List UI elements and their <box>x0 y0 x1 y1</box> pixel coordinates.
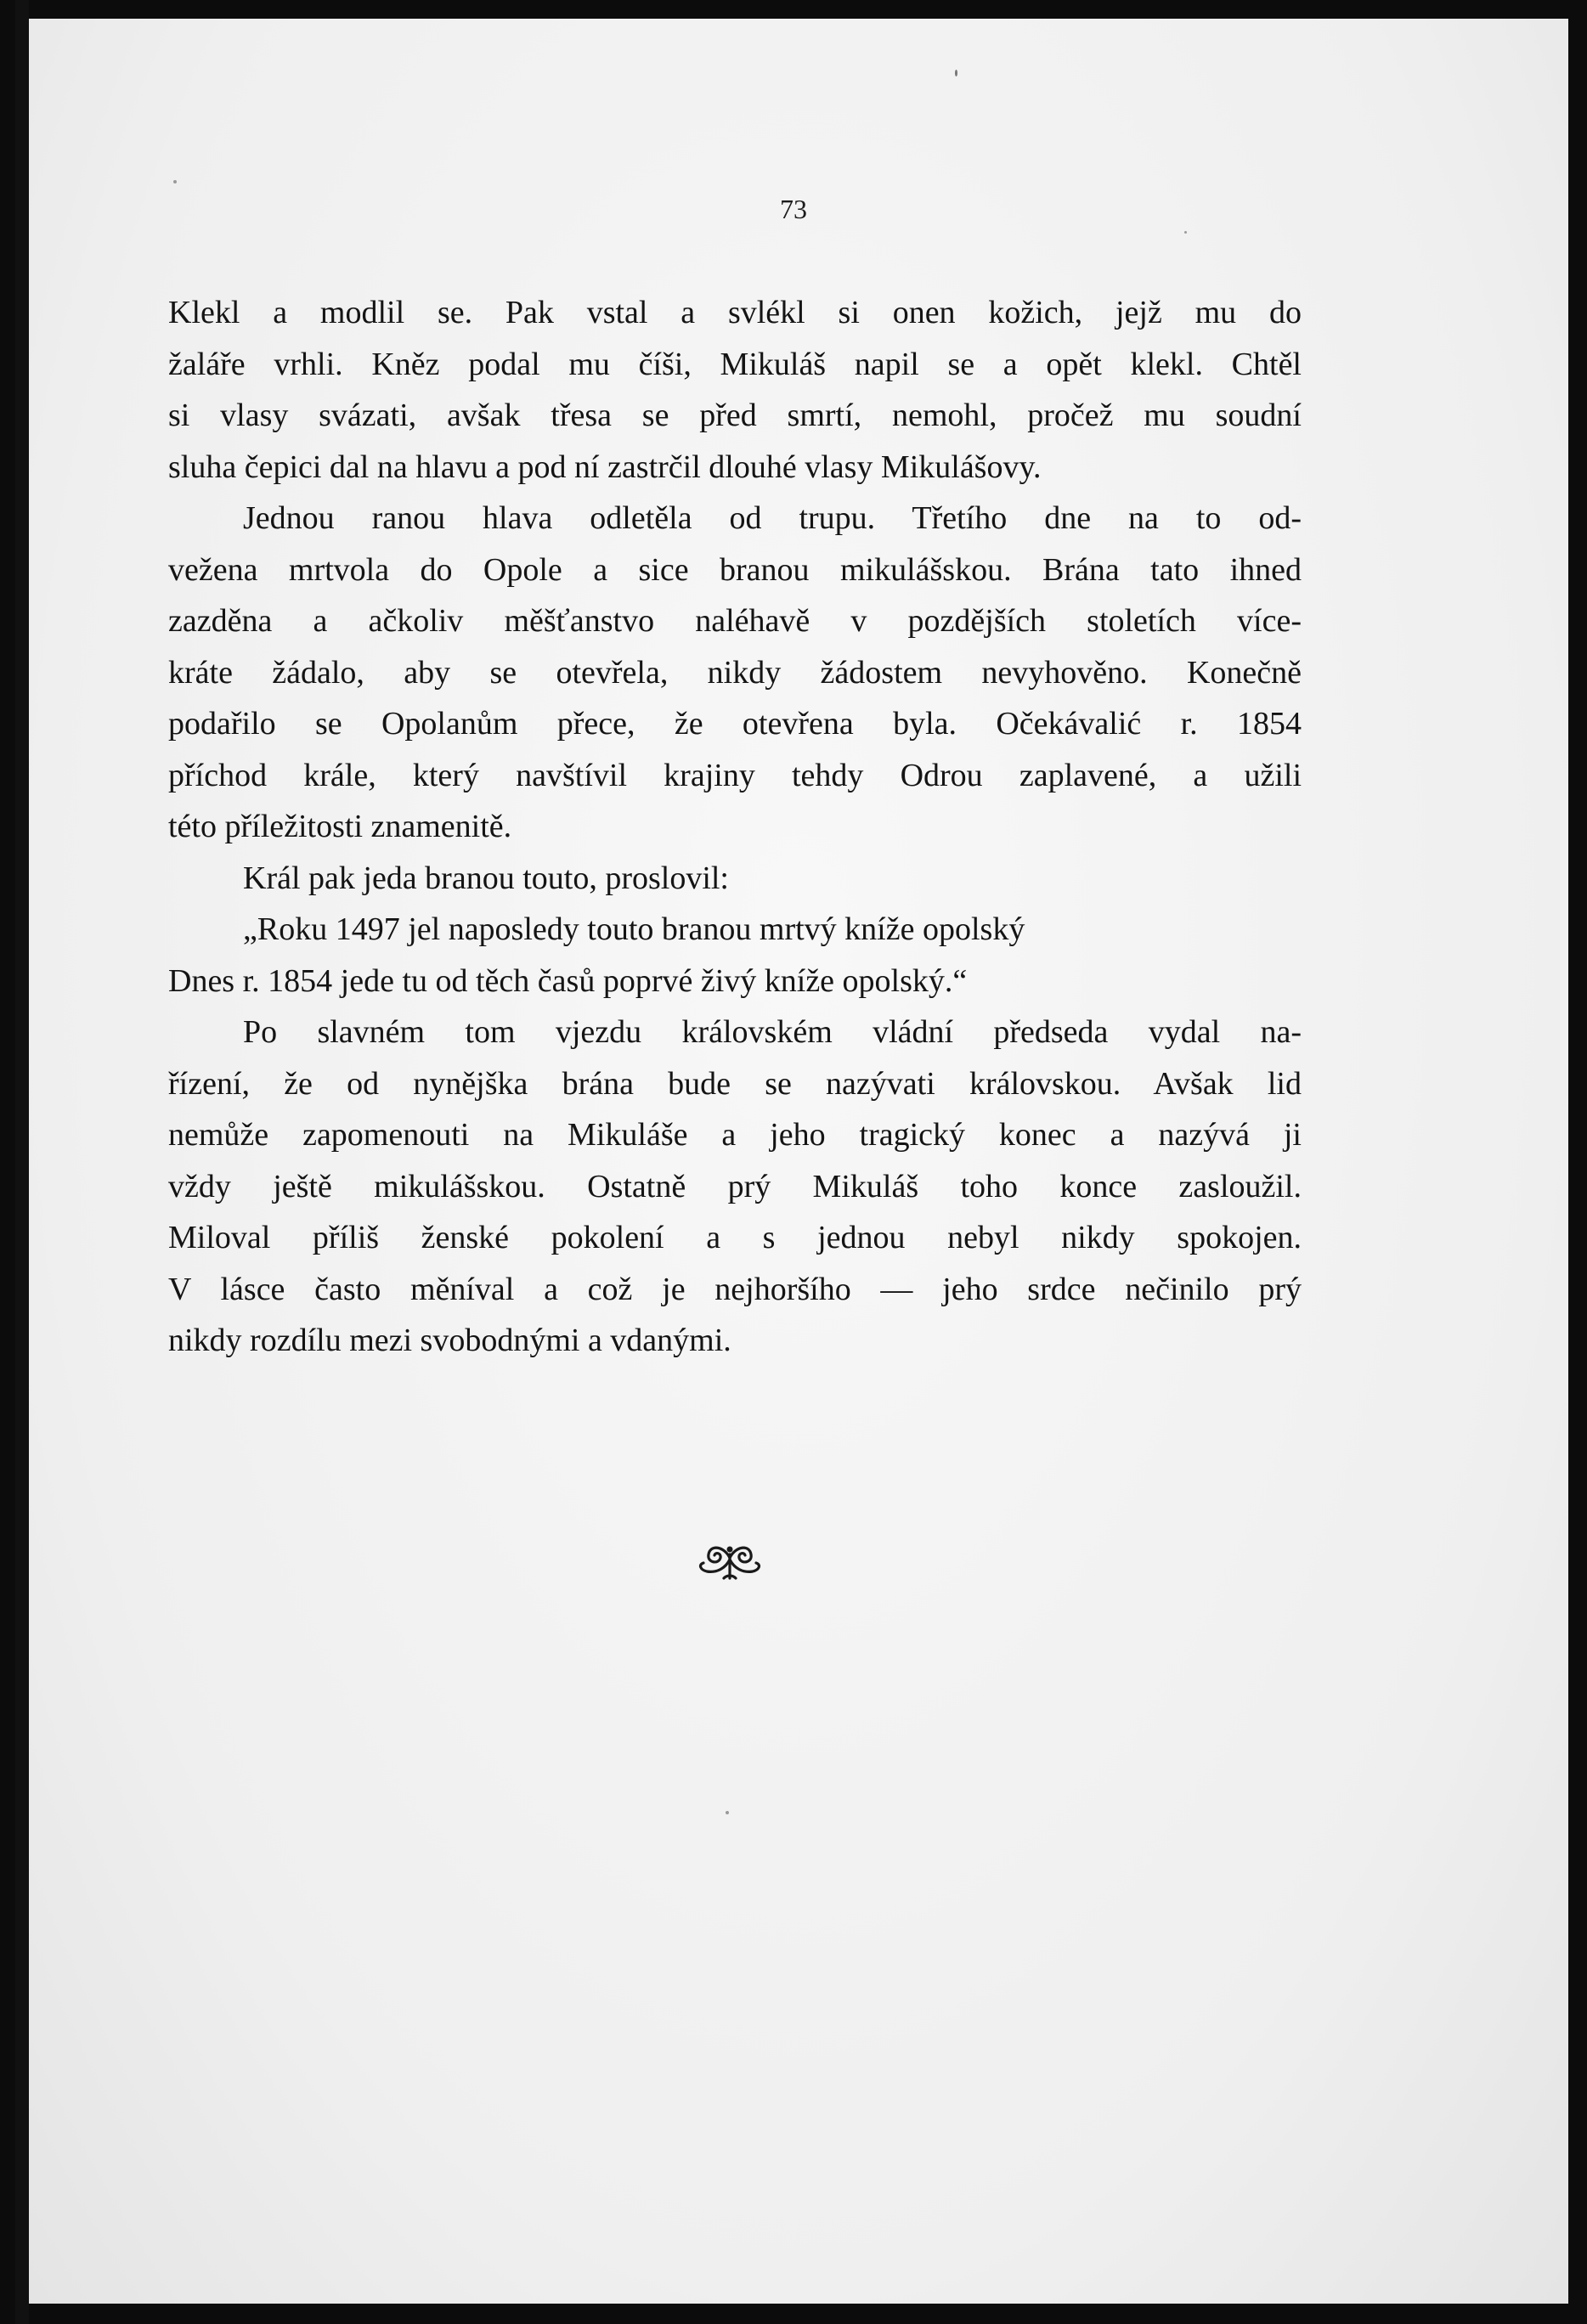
text-line: Miloval příliš ženské pokolení a s jednou nebyl nikdy spokojen. <box>168 1220 1302 1255</box>
text-line: vežena mrtvola do Opole a sice branou mikulášskou. Brána tato ihned <box>168 551 1302 588</box>
text-line: řízení, že od nynějška brána bude se nazývati královskou. Avšak lid <box>168 1065 1302 1102</box>
body-text <box>168 287 1302 1367</box>
text-line: si vlasy svázati, avšak třesa se před smrtí, nemohl, pročež mu soudní <box>168 398 1302 433</box>
text-line: Po slavném tom vjezdu královském vládní předseda vydal na- <box>243 1014 1302 1050</box>
text-line: „Roku 1497 jel naposledy touto branou mrtvý kníže opolský <box>243 911 1025 947</box>
text-line: této příležitosti znamenitě. <box>168 809 512 844</box>
text-line: příchod krále, který navštívil krajiny tehdy Odrou zaplavené, a užili <box>168 757 1302 793</box>
fleuron-ornament-icon <box>692 1529 768 1588</box>
paper-speck <box>955 70 957 76</box>
text-line: Jednou ranou hlava odletěla od trupu. Třetího dne na to od- <box>243 500 1302 536</box>
text-line: vždy ještě mikulášskou. Ostatně prý Mikuláš toho konce zasloužil. <box>168 1168 1302 1204</box>
text-line: podařilo se Opolanům přece, že otevřena byla. Očekávalić r. 1854 <box>168 706 1302 742</box>
text-line: V lásce často měníval a což je nejhoršího — jeho srdce nečinilo prý <box>168 1271 1302 1307</box>
paper-speck <box>1184 231 1187 234</box>
text-line: Klekl a modlil se. Pak vstal a svlékl si onen kožich, jejž mu do <box>168 295 1302 330</box>
text-line: Král pak jeda branou touto, proslovil: <box>243 860 729 896</box>
page-number: 73 <box>780 194 807 224</box>
paper-speck <box>173 180 177 183</box>
paper-speck <box>726 1811 729 1814</box>
text-line: nemůže zapomenouti na Mikuláše a jeho tragický konec a nazývá ji <box>168 1117 1302 1153</box>
text-line: žaláře vrhli. Kněz podal mu číši, Mikuláš napil se a opět klekl. Chtěl <box>168 346 1302 382</box>
text-line: sluha čepici dal na hlavu a pod ní zastrčil dlouhé vlasy Mikulášovy. <box>168 448 1042 485</box>
text-line: Dnes r. 1854 jede tu od těch časů poprvé živý kníže opolský.“ <box>168 962 968 999</box>
text-line: zazděna a ačkoliv měšťanstvo naléhavě v pozdějších stoletích více- <box>168 603 1302 639</box>
text-line: kráte žádalo, aby se otevřela, nikdy žádostem nevyhověno. Konečně <box>168 654 1302 691</box>
text-line: nikdy rozdílu mezi svobodnými a vdanými. <box>168 1323 731 1358</box>
scan-left-edge <box>15 0 29 2324</box>
